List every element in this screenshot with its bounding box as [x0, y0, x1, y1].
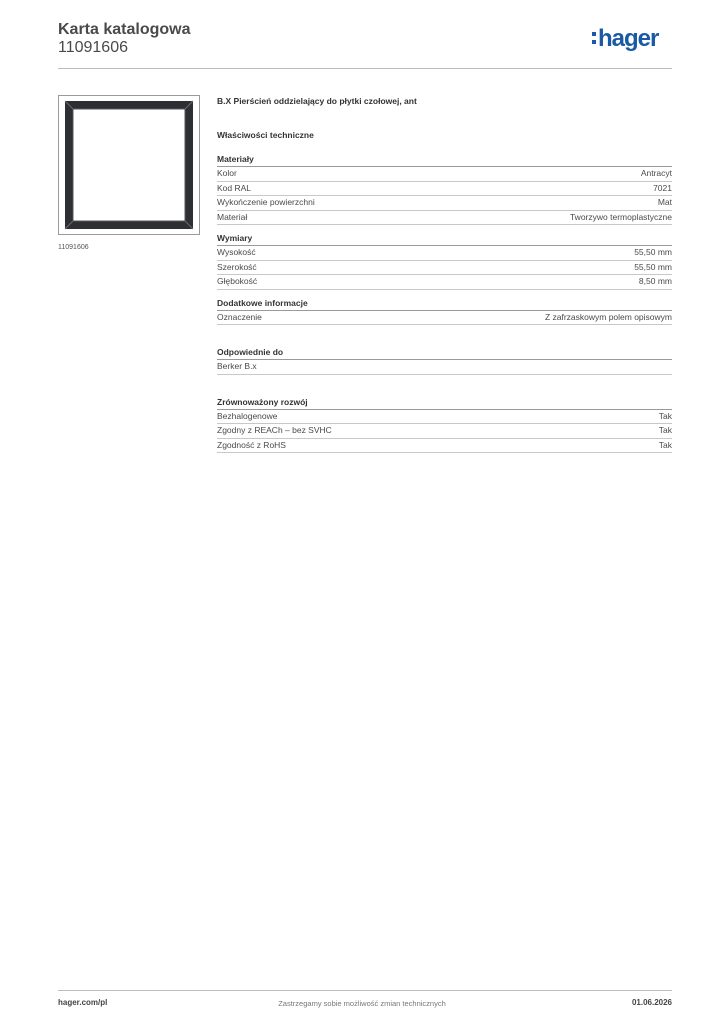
- section-title: Odpowiednie do: [217, 347, 672, 360]
- technical-properties-title: Właściwości techniczne: [217, 130, 314, 140]
- product-name: B.X Pierścień oddzielający do płytki czołowej, ant: [217, 96, 417, 106]
- row-value: Tak: [658, 425, 672, 435]
- document-title: Karta katalogowa: [58, 21, 191, 38]
- table-row: [217, 167, 672, 182]
- row-label: Bezhalogenowe: [217, 410, 278, 421]
- logo-dots-icon: [592, 32, 596, 44]
- table-row: [217, 424, 672, 439]
- footer-note: Zastrzegamy sobie możliwość zmian technicznych: [278, 999, 446, 1008]
- section-sustainability: [217, 397, 672, 454]
- row-label: Zgodność z RoHS: [217, 439, 286, 450]
- table-row: [217, 410, 672, 425]
- section-title: Wymiary: [217, 233, 672, 246]
- section-title: Zrównoważony rozwój: [217, 397, 672, 410]
- table-row: [217, 439, 672, 454]
- table-row: [217, 182, 672, 197]
- footer-divider: [58, 990, 672, 991]
- table-row: [217, 196, 672, 211]
- section-compatible-with: [217, 347, 672, 375]
- header-divider: [58, 68, 672, 69]
- row-value: Tak: [658, 439, 672, 450]
- row-value: Z zafrzaskowym polem opisowym: [544, 311, 672, 322]
- row-label: Kolor: [217, 168, 237, 178]
- row-label: Szerokość: [217, 261, 257, 272]
- table-row: [217, 360, 672, 375]
- row-value: 55,50 mm: [634, 247, 672, 257]
- row-value: Tworzywo termoplastyczne: [569, 211, 672, 222]
- row-label: Materiał: [217, 211, 248, 222]
- product-details: [217, 96, 672, 461]
- section-title: Dodatkowe informacje: [217, 298, 672, 311]
- row-label: Zgodny z REACh – bez SVHC: [217, 425, 332, 435]
- footer-date: 01.06.2026: [631, 998, 672, 1007]
- hager-logo: [592, 26, 658, 56]
- row-value: 7021: [653, 182, 672, 193]
- logo-text: hager: [598, 25, 659, 52]
- product-image-frame-icon: [58, 95, 200, 235]
- table-row: [217, 261, 672, 276]
- row-value: Mat: [657, 197, 672, 207]
- section-title: Materiały: [217, 154, 672, 167]
- table-row: [217, 275, 672, 290]
- image-caption: 11091606: [58, 244, 89, 251]
- section-additional-info: [217, 298, 672, 326]
- table-row: [217, 211, 672, 226]
- row-label: Głębokość: [217, 276, 258, 286]
- section-dimensions: [217, 233, 672, 290]
- row-value: Antracyt: [640, 168, 672, 178]
- row-label: Oznaczenie: [217, 311, 262, 322]
- document-number: 11091606: [58, 39, 128, 56]
- footer-website-link[interactable]: hager.com/pl: [58, 998, 108, 1007]
- section-materials: [217, 154, 672, 225]
- row-label: Wykończenie powierzchni: [217, 197, 315, 207]
- table-row: [217, 246, 672, 261]
- table-row: [217, 311, 672, 326]
- row-value: 8,50 mm: [638, 276, 672, 286]
- row-label: Kod RAL: [217, 182, 252, 193]
- row-label: Wysokość: [217, 247, 256, 257]
- row-label: Berker B.x: [217, 361, 257, 371]
- row-value: Tak: [658, 410, 672, 421]
- row-value: 55,50 mm: [634, 261, 672, 272]
